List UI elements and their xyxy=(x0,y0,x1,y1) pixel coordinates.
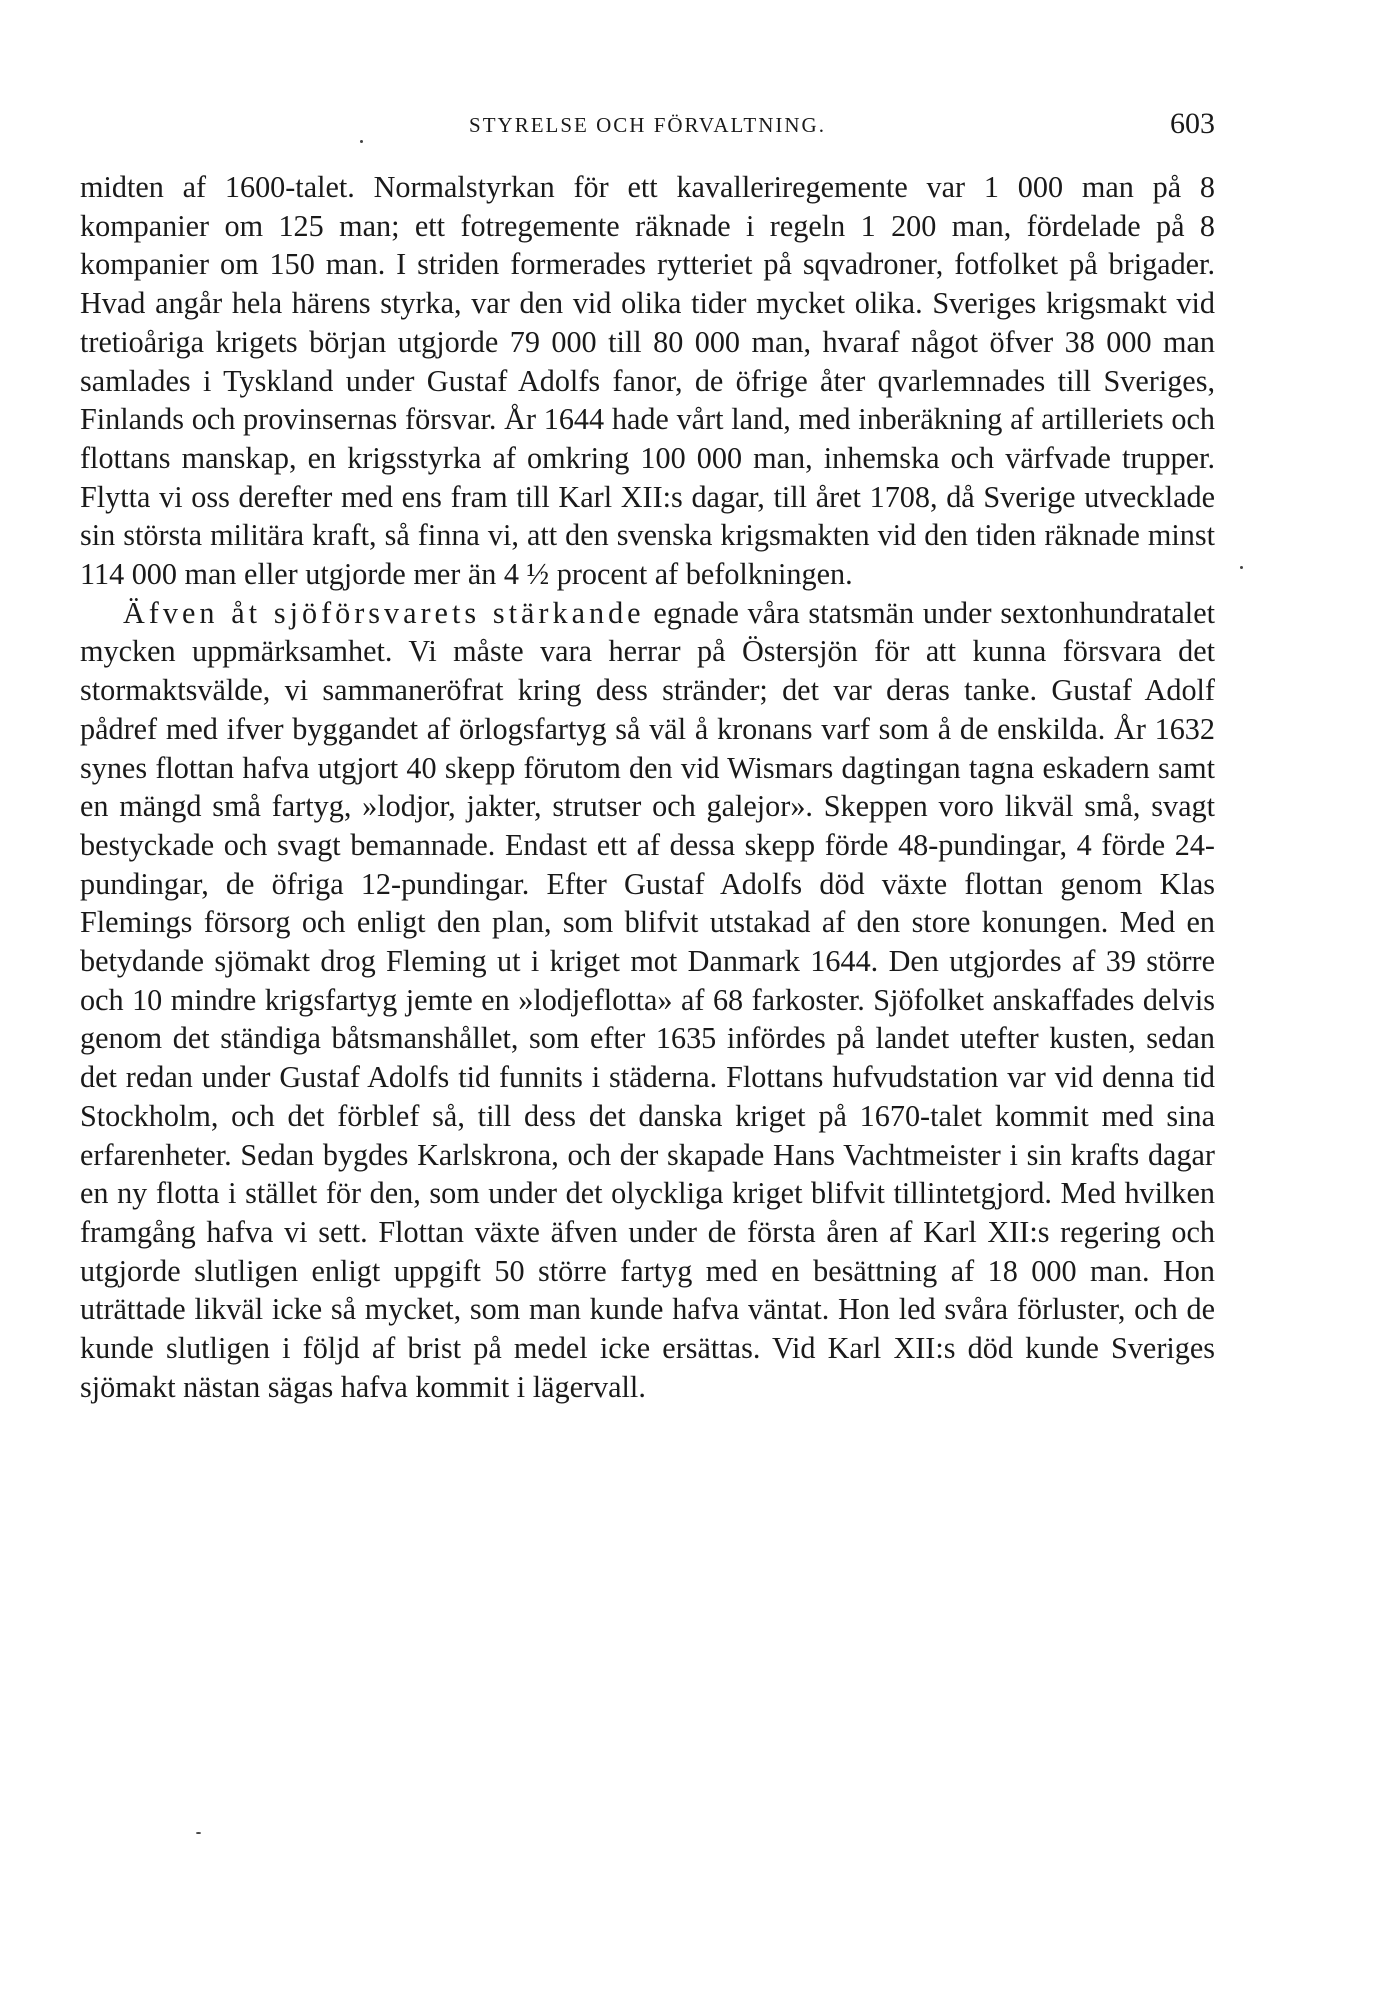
body-text xyxy=(80,168,1215,1407)
running-title: STYRELSE OCH FÖRVALTNING. xyxy=(469,113,826,137)
running-head xyxy=(80,107,1215,143)
print-speck xyxy=(1240,566,1243,569)
spaced-lead: Äfven åt sjöförsvarets stärkande xyxy=(123,595,645,630)
paragraph-2 xyxy=(80,594,1215,1407)
paragraph-2-text: egnade våra statsmän under sextonhundratalet mycken uppmärksamhet. Vi måste vara herrar på Östersjön för att kunna försvara det stormaktsvälde, vi sammaneröfrat kring dess stränder; det var deras tanke. Gustaf Adolf pådref med ifver byggandet af örlogsfartyg så väl å kronans varf som å de enskilda. År 1632 synes flottan hafva utgjort 40 skepp förutom den vid Wismars dagtingan tagna eskadern samt en mängd små fartyg, »lodjor, jakter, strutser och galejor». Skeppen voro likväl små, svagt bestyckade och svagt bemannade. Endast ett af dessa skepp förde 48-pundingar, 4 förde 24-pundingar, de öfriga 12-pundingar. Efter Gustaf Adolfs död växte flottan genom Klas Flemings försorg och enligt den plan, som blifvit utstakad af den store konungen. Med en betydande sjömakt drog Fleming ut i kriget mot Danmark 1644. Den utgjordes af 39 större och 10 mindre krigsfartyg jemte en »lodjeflotta» af 68 farkoster. Sjöfolket anskaffades delvis genom det ständiga båtsmanshållet, som efter 1635 infördes på landet utefter kusten, sedan det redan under Gustaf Adolfs tid funnits i städerna. Flottans hufvudstation var vid denna tid Stockholm, och det förblef så, till dess det danska kriget på 1670-talet kommit med sina erfarenheter. Sedan bygdes Karlskrona, och der skapade Hans Vachtmeister i sin krafts dagar en ny flotta i stället för den, som under det olyckliga kriget blifvit tillintetgjord. Med hvilken framgång hafva vi sett. Flottan växte äfven under de första åren af Karl XII:s regering och utgjorde slutligen enligt uppgift 50 större fartyg med en besättning af 18 000 man. Hon uträttade likväl icke så mycket, som man kunde hafva väntat. Hon led svåra förluster, och de kunde slutligen i följd af brist på medel icke ersättas. Vid Karl XII:s död kunde Sveriges sjömakt nästan sägas hafva kommit i lägervall. xyxy=(80,595,1215,1404)
print-speck xyxy=(196,1832,201,1834)
print-speck xyxy=(360,140,363,143)
page-number: 603 xyxy=(1170,107,1215,140)
paragraph-1: midten af 1600-talet. Normalstyrkan för ett kavalleriregemente var 1 000 man på 8 kompanier om 125 man; ett fotregemente räknade i regeln 1 200 man, fördelade på 8 kompanier om 150 man. I striden formerades rytteriet på sqvadroner, fotfolket på brigader. Hvad angår hela härens styrka, var den vid olika tider mycket olika. Sveriges krigsmakt vid tretioåriga krigets början utgjorde 79 000 till 80 000 man, hvaraf något öfver 38 000 man samlades i Tyskland under Gustaf Adolfs fanor, de öfrige åter qvarlemnades till Sveriges, Finlands och provinsernas försvar. År 1644 hade vårt land, med inberäkning af artilleriets och flottans manskap, en krigsstyrka af omkring 100 000 man, inhemska och värfvade trupper. Flytta vi oss derefter med ens fram till Karl XII:s dagar, till året 1708, då Sverige utvecklade sin största militära kraft, så finna vi, att den svenska krigsmakten vid den tiden räknade minst 114 000 man eller utgjorde mer än 4 ½ procent af befolkningen. xyxy=(80,170,1215,592)
